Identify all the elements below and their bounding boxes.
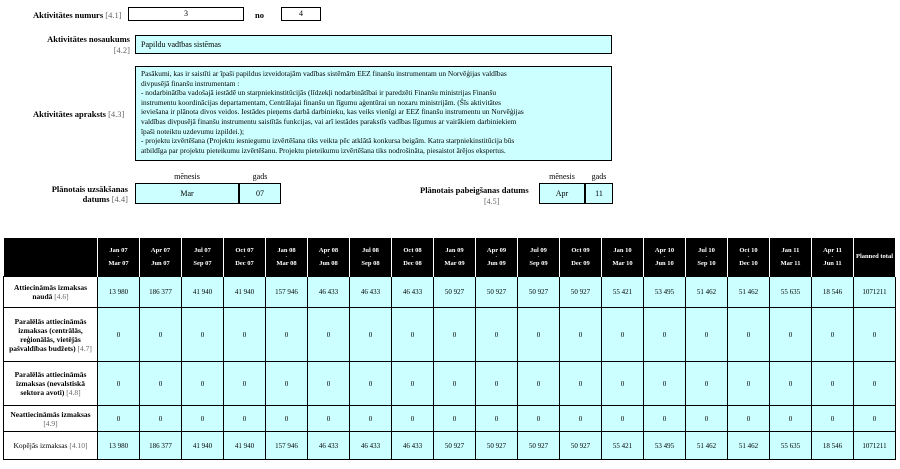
value-cell[interactable]: 0 (224, 362, 266, 406)
value-cell[interactable]: 50 927 (434, 277, 476, 308)
end-month-caption: mēnesis (549, 172, 575, 181)
value-cell[interactable]: 0 (518, 406, 560, 432)
value-cell[interactable]: 0 (98, 362, 140, 406)
period-header: Jan 07 - Mar 07 (98, 238, 140, 277)
period-header: Oct 08 - Dec 08 (392, 238, 434, 277)
start-month-caption: mēnesis (174, 172, 200, 181)
value-cell[interactable]: 0 (686, 308, 728, 362)
total-value-cell: 46 433 (350, 432, 392, 460)
value-cell[interactable]: 46 433 (392, 277, 434, 308)
value-cell[interactable]: 0 (182, 362, 224, 406)
value-cell[interactable]: 0 (392, 308, 434, 362)
planned-end-ref: [4.5] (484, 197, 500, 206)
value-cell[interactable]: 0 (644, 406, 686, 432)
period-header: Oct 07 - Dec 07 (224, 238, 266, 277)
value-cell[interactable]: 0 (266, 406, 308, 432)
value-cell[interactable]: 46 433 (308, 277, 350, 308)
period-header: Jan 11 - Mar 11 (770, 238, 812, 277)
total-value-cell: 55 635 (770, 432, 812, 460)
value-cell[interactable]: 0 (266, 308, 308, 362)
value-cell[interactable]: 55 635 (770, 277, 812, 308)
end-year-field[interactable]: 11 (585, 183, 613, 204)
value-cell[interactable]: 0 (812, 308, 854, 362)
value-cell[interactable]: 18 546 (812, 277, 854, 308)
activity-description-label: Aktivitātes apraksts [4.3] (33, 109, 125, 119)
total-value-cell: 51 462 (728, 432, 770, 460)
value-cell[interactable]: 0 (602, 308, 644, 362)
value-cell[interactable]: 41 940 (224, 277, 266, 308)
value-cell[interactable]: 0 (560, 308, 602, 362)
start-year-caption: gads (252, 172, 268, 181)
period-header: Apr 09 - Jun 09 (476, 238, 518, 277)
value-cell[interactable]: 0 (686, 406, 728, 432)
start-year-field[interactable]: 07 (239, 183, 281, 204)
total-value-cell: 50 927 (476, 432, 518, 460)
value-cell[interactable]: 0 (812, 362, 854, 406)
description-line: - nodarbinātība vadošajā iestādē un starpniekinstitūcijās (līdzekļi nodarbinātībai ir paredzēti Finanšu ministrijas Finanšu (141, 88, 497, 98)
value-cell[interactable]: 51 462 (686, 277, 728, 308)
activity-total-field[interactable]: 4 (281, 7, 321, 21)
value-cell[interactable]: 0 (140, 362, 182, 406)
total-value-cell: 50 927 (518, 432, 560, 460)
description-line: atbildīga par projektu pieteikumu izvērtēšanu. Projektu pieteikumu izvērtēšana tiks nodrošināta, piesaistot ārējos ekspertus. (141, 145, 506, 155)
value-cell[interactable]: 0 (476, 308, 518, 362)
value-cell[interactable]: 0 (392, 362, 434, 406)
period-header: Jul 10 - Sep 10 (686, 238, 728, 277)
value-cell[interactable]: 50 927 (560, 277, 602, 308)
budget-table (3, 238, 896, 460)
value-cell[interactable]: 0 (350, 308, 392, 362)
value-cell[interactable]: 0 (812, 406, 854, 432)
value-cell[interactable]: 0 (182, 406, 224, 432)
value-cell[interactable]: 0 (140, 406, 182, 432)
table-header-row (4, 238, 896, 277)
value-cell[interactable]: 0 (140, 308, 182, 362)
total-value-cell: 50 927 (560, 432, 602, 460)
end-month-field[interactable]: Apr (539, 183, 585, 204)
row-label: Neattiecināmās izmaksas [4.9] (4, 406, 98, 432)
table-row (4, 406, 896, 432)
row-label: Attiecināmās izmaksas naudā [4.6] (4, 277, 98, 308)
value-cell[interactable]: 157 946 (266, 277, 308, 308)
value-cell[interactable]: 0 (644, 362, 686, 406)
total-value-cell: 41 940 (224, 432, 266, 460)
period-header: Apr 07 - Jun 07 (140, 238, 182, 277)
value-cell[interactable]: 53 495 (644, 277, 686, 308)
total-value-cell: 51 462 (686, 432, 728, 460)
value-cell[interactable]: 0 (392, 406, 434, 432)
value-cell[interactable]: 0 (518, 362, 560, 406)
value-cell[interactable]: 41 940 (182, 277, 224, 308)
row-label: Kopējās izmaksas [4.10] (4, 432, 98, 460)
total-cell: 0 (854, 308, 896, 362)
value-cell[interactable]: 50 927 (518, 277, 560, 308)
total-value-cell: 53 495 (644, 432, 686, 460)
value-cell[interactable]: 0 (728, 308, 770, 362)
period-header: Apr 10 - Jun 10 (644, 238, 686, 277)
value-cell[interactable]: 0 (308, 308, 350, 362)
value-cell[interactable]: 0 (644, 308, 686, 362)
description-line: ieviešana ir plānota divos veidos. Iestādes pieņems darbā darbinieku, kas veiks vienīgi ar EEZ finanšu instrumentu un Norvēģijas (141, 107, 524, 117)
value-cell[interactable]: 0 (728, 406, 770, 432)
value-cell[interactable]: 0 (308, 362, 350, 406)
table-row (4, 362, 896, 406)
planned-total-header: Planned total (854, 238, 896, 277)
table-row (4, 277, 896, 308)
value-cell[interactable]: 0 (770, 362, 812, 406)
value-cell[interactable]: 0 (98, 406, 140, 432)
activity-description-field[interactable] (135, 66, 612, 161)
value-cell[interactable]: 0 (518, 308, 560, 362)
period-header: Jul 08 - Sep 08 (350, 238, 392, 277)
activity-number-label: Aktivitātes numurs [4.1] (33, 10, 122, 20)
description-line: - projektu izvērtēšana (Projektu iesniegumu izvērtēšana tiks veikta pēc atklātā konkursa beigām. Katra starpniekinstitūcija būs (141, 136, 515, 146)
value-cell[interactable]: 0 (728, 362, 770, 406)
activity-number-field[interactable]: 3 (128, 7, 244, 21)
value-cell[interactable]: 0 (560, 362, 602, 406)
value-cell[interactable]: 0 (476, 362, 518, 406)
value-cell[interactable]: 46 433 (350, 277, 392, 308)
total-cell: 1071211 (854, 432, 896, 460)
value-cell[interactable]: 0 (350, 406, 392, 432)
planned-start-label: Plānotais uzsākšanas datums [4.4] (51, 184, 128, 204)
value-cell[interactable]: 0 (308, 406, 350, 432)
total-value-cell: 18 546 (812, 432, 854, 460)
value-cell[interactable]: 0 (686, 362, 728, 406)
total-value-cell: 46 433 (308, 432, 350, 460)
period-header: Apr 08 - Jun 08 (308, 238, 350, 277)
row-label: Paralēlās attiecināmās izmaksas (centrālās, reģionālās, vietējās pašvaldības budžets) [4.7] (4, 308, 98, 362)
of-label: no (255, 10, 264, 20)
period-header: Jan 09 - Mar 09 (434, 238, 476, 277)
value-cell[interactable]: 0 (476, 406, 518, 432)
value-cell[interactable]: 0 (560, 406, 602, 432)
activity-name-field[interactable]: Papildu vadības sistēmas (135, 35, 612, 54)
total-cell: 1071211 (854, 277, 896, 308)
value-cell[interactable]: 0 (770, 406, 812, 432)
value-cell[interactable]: 0 (266, 362, 308, 406)
period-header: Jul 09 - Sep 09 (518, 238, 560, 277)
value-cell[interactable]: 0 (602, 406, 644, 432)
total-value-cell: 46 433 (392, 432, 434, 460)
total-value-cell: 41 940 (182, 432, 224, 460)
value-cell[interactable]: 55 421 (602, 277, 644, 308)
description-line: divpusējā finanšu instrumentam : (141, 78, 240, 88)
value-cell[interactable]: 0 (224, 406, 266, 432)
total-cell: 0 (854, 362, 896, 406)
header-corner (4, 238, 98, 277)
start-month-field[interactable]: Mar (135, 183, 239, 204)
table-total-row (4, 432, 896, 460)
total-value-cell: 13 980 (98, 432, 140, 460)
table-row (4, 308, 896, 362)
period-header: Jan 10 - Mar 10 (602, 238, 644, 277)
value-cell[interactable]: 0 (602, 362, 644, 406)
value-cell[interactable]: 0 (770, 308, 812, 362)
total-value-cell: 186 377 (140, 432, 182, 460)
value-cell[interactable]: 0 (98, 308, 140, 362)
period-header: Oct 09 - Dec 09 (560, 238, 602, 277)
value-cell[interactable]: 0 (434, 406, 476, 432)
description-line: Pasākumi, kas ir saistīti ar īpaši papildus izveidotajām vadības sistēmām EEZ finanšu instrumentam un Norvēģijas valdības (141, 69, 507, 78)
total-value-cell: 55 421 (602, 432, 644, 460)
value-cell[interactable]: 0 (434, 308, 476, 362)
period-header: Jan 08 - Mar 08 (266, 238, 308, 277)
planned-end-label: Plānotais pabeigšanas datums (420, 185, 529, 195)
value-cell[interactable]: 51 462 (728, 277, 770, 308)
total-cell: 0 (854, 406, 896, 432)
period-header: Oct 10 - Dec 10 (728, 238, 770, 277)
value-cell[interactable]: 186 377 (140, 277, 182, 308)
description-line: īpaši noteiktu uzdevumu izpildei.); (141, 126, 245, 136)
period-header: Apr 11 - Jun 11 (812, 238, 854, 277)
row-label: Paralēlās attiecināmās izmaksas (nevalstiskā sektora avoti) [4.8] (4, 362, 98, 406)
activity-name-label: Aktivitātes nosaukums [4.2] (47, 34, 130, 55)
description-line: instrumentu koordinācijas departamentam, Centrālajai finanšu un līgumu aģentūrai un nozaru ministrijām. (Šīs aktivitātes (141, 97, 501, 107)
value-cell[interactable]: 0 (182, 308, 224, 362)
description-line: valdības divpusējā finanšu instrumentu saistītās funkcijas, vai arī iestādes parakstīs vadības līgumus ar vairākiem darbiniekiem (141, 116, 517, 126)
period-header: Jul 07 - Sep 07 (182, 238, 224, 277)
end-year-caption: gads (591, 172, 607, 181)
value-cell[interactable]: 0 (350, 362, 392, 406)
value-cell[interactable]: 0 (434, 362, 476, 406)
total-value-cell: 50 927 (434, 432, 476, 460)
total-value-cell: 157 946 (266, 432, 308, 460)
value-cell[interactable]: 0 (224, 308, 266, 362)
value-cell[interactable]: 13 980 (98, 277, 140, 308)
value-cell[interactable]: 50 927 (476, 277, 518, 308)
